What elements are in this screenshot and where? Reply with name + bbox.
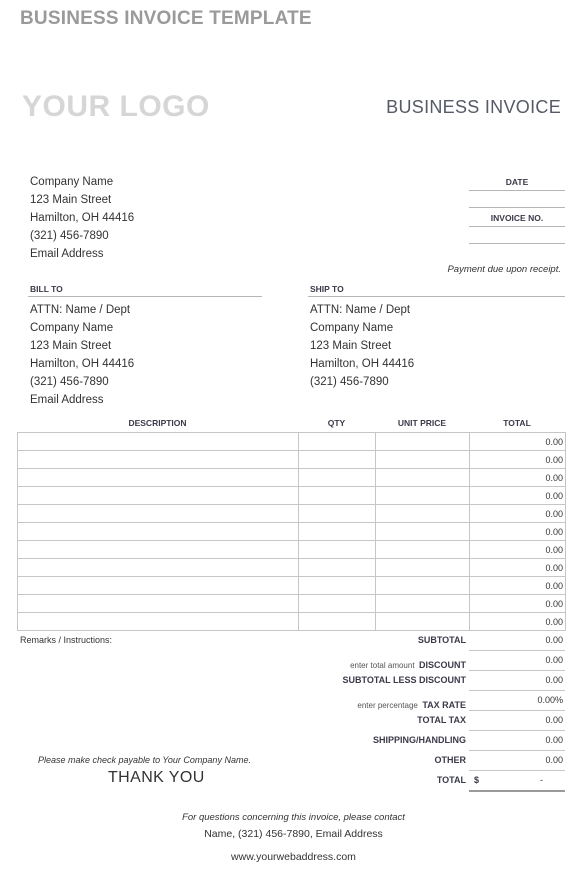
subtotal-label: SUBTOTAL [417,635,466,645]
unit-price-cell[interactable] [376,505,470,523]
unit-price-cell[interactable] [376,523,470,541]
discount-row-label [300,655,466,673]
total-rule [469,790,565,792]
date-header-rule [469,190,565,191]
shipping-rule [469,750,565,751]
description-cell[interactable] [18,541,299,559]
total-cell: 0.00 [470,469,566,487]
table-row [18,559,566,577]
tax-rate-hint: enter percentage [357,701,418,710]
company-street: 123 Main Street [30,194,112,206]
ship-to-street: 123 Main Street [310,340,392,352]
bill-to-rule [28,296,262,297]
total-cell: 0.00 [470,559,566,577]
subtotal-less-discount-rule [469,690,565,691]
ship-to-rule [308,296,565,297]
bill-to-label: BILL TO [30,284,63,294]
unit-price-cell[interactable] [376,487,470,505]
bill-to-email: Email Address [30,394,104,406]
qty-cell[interactable] [299,451,376,469]
bill-to-city: Hamilton, OH 44416 [30,358,135,370]
table-row [18,469,566,487]
unit-price-cell[interactable] [376,451,470,469]
qty-cell[interactable] [299,613,376,631]
unit-price-cell[interactable] [376,541,470,559]
total-cell: 0.00 [470,613,566,631]
total-cell: 0.00 [470,595,566,613]
description-cell[interactable] [18,523,299,541]
unit-price-cell[interactable] [376,577,470,595]
qty-cell[interactable] [299,577,376,595]
ship-to-city: Hamilton, OH 44416 [310,358,415,370]
qty-cell[interactable] [299,523,376,541]
footer-contact-details: Name, (321) 456-7890, Email Address [204,828,383,840]
qty-cell[interactable] [299,541,376,559]
remarks-label: Remarks / Instructions: [20,635,113,645]
bill-to-phone: (321) 456-7890 [30,376,109,388]
total-cell: 0.00 [470,487,566,505]
invoice-no-field[interactable] [469,243,565,244]
total-cell: 0.00 [470,541,566,559]
ship-to-attn: ATTN: Name / Dept [310,304,411,316]
column-header-total: TOTAL [503,418,531,428]
logo-placeholder: YOUR LOGO [22,90,210,123]
subtotal-rule [469,650,565,651]
date-label: DATE [505,177,529,187]
total-label: TOTAL [436,775,466,785]
subtotal-value: 0.00 [545,635,563,645]
table-row [18,523,566,541]
invoice-no-header-rule [469,226,565,227]
ship-to-phone: (321) 456-7890 [310,376,389,388]
payment-note: Payment due upon receipt. [447,264,561,275]
total-cell: 0.00 [470,433,566,451]
total-value: - [540,775,543,785]
tax-rate-label: TAX RATE [422,700,466,710]
total-cell: 0.00 [470,505,566,523]
column-header-unit-price: UNIT PRICE [397,418,447,428]
other-field[interactable]: 0.00 [545,755,563,765]
other-rule [469,770,565,771]
line-items-table [17,432,566,631]
unit-price-cell[interactable] [376,433,470,451]
column-header-description: DESCRIPTION [128,418,187,428]
table-row [18,433,566,451]
table-row [18,577,566,595]
company-name: Company Name [30,176,114,188]
description-cell[interactable] [18,595,299,613]
shipping-label: SHIPPING/HANDLING [372,735,466,745]
company-phone: (321) 456-7890 [30,230,109,242]
description-cell[interactable] [18,469,299,487]
total-tax-label: TOTAL TAX [417,715,466,725]
company-email: Email Address [30,248,104,260]
total-cell: 0.00 [470,577,566,595]
total-cell: 0.00 [470,451,566,469]
description-cell[interactable] [18,505,299,523]
table-row [18,613,566,631]
qty-cell[interactable] [299,559,376,577]
subtotal-less-discount-label: SUBTOTAL LESS DISCOUNT [342,675,466,685]
description-cell[interactable] [18,577,299,595]
qty-cell[interactable] [299,595,376,613]
thank-you-text: THANK YOU [108,769,205,786]
other-label: OTHER [434,755,466,765]
description-cell[interactable] [18,433,299,451]
footer-contact-note: For questions concerning this invoice, please contact [182,812,405,823]
total-tax-value: 0.00 [545,715,563,725]
tax-rate-row-label [300,695,466,713]
qty-cell[interactable] [299,433,376,451]
description-cell[interactable] [18,559,299,577]
discount-hint: enter total amount [350,661,415,670]
document-title: BUSINESS INVOICE [386,97,561,117]
company-city: Hamilton, OH 44416 [30,212,135,224]
qty-cell[interactable] [299,487,376,505]
footer-website[interactable]: www.yourwebaddress.com [231,851,356,863]
description-cell[interactable] [18,451,299,469]
tax-rate-rule [469,710,565,711]
ship-to-label: SHIP TO [310,284,344,294]
unit-price-cell[interactable] [376,613,470,631]
total-cell: 0.00 [470,523,566,541]
discount-field[interactable]: 0.00 [545,655,563,665]
discount-label: DISCOUNT [419,660,466,670]
unit-price-cell[interactable] [376,595,470,613]
total-currency: $ [474,775,480,785]
payable-note: Please make check payable to Your Company Name. [38,755,251,765]
tax-rate-field[interactable]: 0.00% [537,695,563,705]
ship-to-company: Company Name [310,322,394,334]
date-field[interactable] [469,207,565,208]
discount-rule [469,670,565,671]
description-cell[interactable] [18,613,299,631]
table-row [18,595,566,613]
unit-price-cell[interactable] [376,469,470,487]
qty-cell[interactable] [299,469,376,487]
bill-to-street: 123 Main Street [30,340,112,352]
qty-cell[interactable] [299,505,376,523]
column-header-qty: QTY [327,418,346,428]
table-row [18,505,566,523]
subtotal-less-discount-value: 0.00 [545,675,563,685]
bill-to-company: Company Name [30,322,114,334]
table-row [18,487,566,505]
bill-to-attn: ATTN: Name / Dept [30,304,131,316]
table-row [18,451,566,469]
description-cell[interactable] [18,487,299,505]
total-tax-rule [469,730,565,731]
table-row [18,541,566,559]
unit-price-cell[interactable] [376,559,470,577]
invoice-no-label: INVOICE NO. [490,213,544,223]
page-title: BUSINESS INVOICE TEMPLATE [20,8,312,29]
shipping-field[interactable]: 0.00 [545,735,563,745]
